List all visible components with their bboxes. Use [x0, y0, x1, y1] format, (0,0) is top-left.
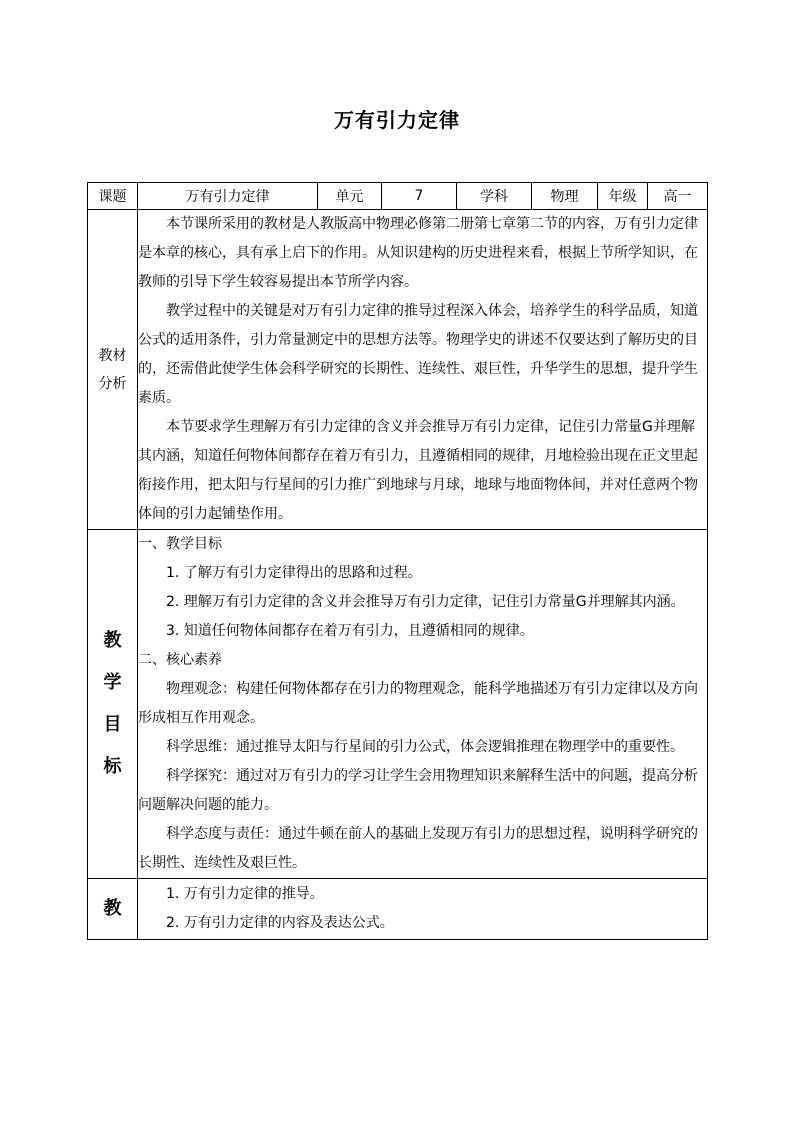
focus-row — [88, 879, 708, 940]
goal-item: 1. 了解万有引力定律得出的思路和过程。 — [166, 565, 422, 581]
literacy-item: 科学态度与责任：通过牛顿在前人的基础上发现万有引力的思想过程，说明科学研究的长期性、连续性及艰巨性。 — [138, 826, 698, 871]
goals-label-char: 教 — [103, 630, 122, 651]
grade-value: 高一 — [648, 183, 708, 210]
topic-label: 课题 — [88, 183, 138, 210]
goals-content — [138, 530, 708, 879]
analysis-row — [88, 210, 708, 530]
goal-item: 2. 理解万有引力定律的含义并会推导万有引力定律，记住引力常量G并理解其内涵。 — [166, 594, 685, 610]
header-row — [88, 183, 708, 210]
focus-item: 2. 万有引力定律的内容及表达公式。 — [166, 915, 394, 931]
analysis-paragraph: 本节课所采用的教材是人教版高中物理必修第二册第七章第二节的内容，万有引力定律是本章的核心，具有承上启下的作用。从知识建构的历史进程来看，根据上节所学知识，在教师的引导下学生较容易提出本节所学内容。 — [138, 216, 698, 290]
focus-content — [138, 879, 708, 940]
goals-row — [88, 530, 708, 879]
analysis-label-line1: 教材 — [98, 347, 127, 364]
analysis-label — [88, 210, 138, 530]
analysis-content — [138, 210, 708, 530]
analysis-paragraph: 教学过程中的关键是对万有引力定律的推导过程深入体会，培养学生的科学品质，知道公式的适用条件，引力常量测定中的思想方法等。物理学史的讲述不仅要达到了解历史的目的，还需借此使学生体会科学研究的长期性、连续性、艰巨性，升华学生的思想，提升学生素质。 — [138, 303, 698, 406]
focus-label-char: 教 — [103, 898, 122, 919]
focus-item: 1. 万有引力定律的推导。 — [166, 886, 324, 902]
literacy-item: 物理观念：构建任何物体都存在引力的物理观念，能科学地描述万有引力定律以及方向形成相互作用观念。 — [138, 681, 698, 726]
unit-label: 单元 — [318, 183, 382, 210]
goals-label — [88, 530, 138, 879]
analysis-label-line2: 分析 — [98, 375, 127, 392]
grade-label: 年级 — [598, 183, 648, 210]
topic-value: 万有引力定律 — [138, 183, 318, 210]
subject-value: 物理 — [532, 183, 598, 210]
goals-label-char: 学 — [103, 672, 122, 693]
document-title: 万有引力定律 — [334, 108, 460, 132]
literacy-item: 科学思维：通过推导太阳与行星间的引力公式，体会逻辑推理在物理学中的重要性。 — [166, 739, 684, 755]
goals-label-char: 目 — [103, 714, 122, 735]
lesson-plan-table — [87, 182, 708, 940]
subject-label: 学科 — [457, 183, 532, 210]
literacy-section-title: 二、核心素养 — [138, 652, 222, 668]
goal-item: 3. 知道任何物体间都存在着万有引力，且遵循相同的规律。 — [166, 623, 534, 639]
goals-section-title: 一、教学目标 — [138, 536, 222, 552]
focus-label — [88, 879, 138, 940]
goals-label-char: 标 — [103, 756, 122, 777]
literacy-item: 科学探究：通过对万有引力的学习让学生会用物理知识来解释生活中的问题，提高分析问题解决问题的能力。 — [138, 768, 698, 813]
analysis-paragraph: 本节要求学生理解万有引力定律的含义并会推导万有引力定律，记住引力常量G并理解其内涵，知道任何物体间都存在着万有引力，且遵循相同的规律，月地检验出现在正文里起衔接作用，把太阳与行星间的引力推广到地球与月球，地球与地面物体间，并对任意两个物体间的引力起铺垫作用。 — [138, 419, 698, 522]
unit-value: 7 — [382, 183, 457, 210]
